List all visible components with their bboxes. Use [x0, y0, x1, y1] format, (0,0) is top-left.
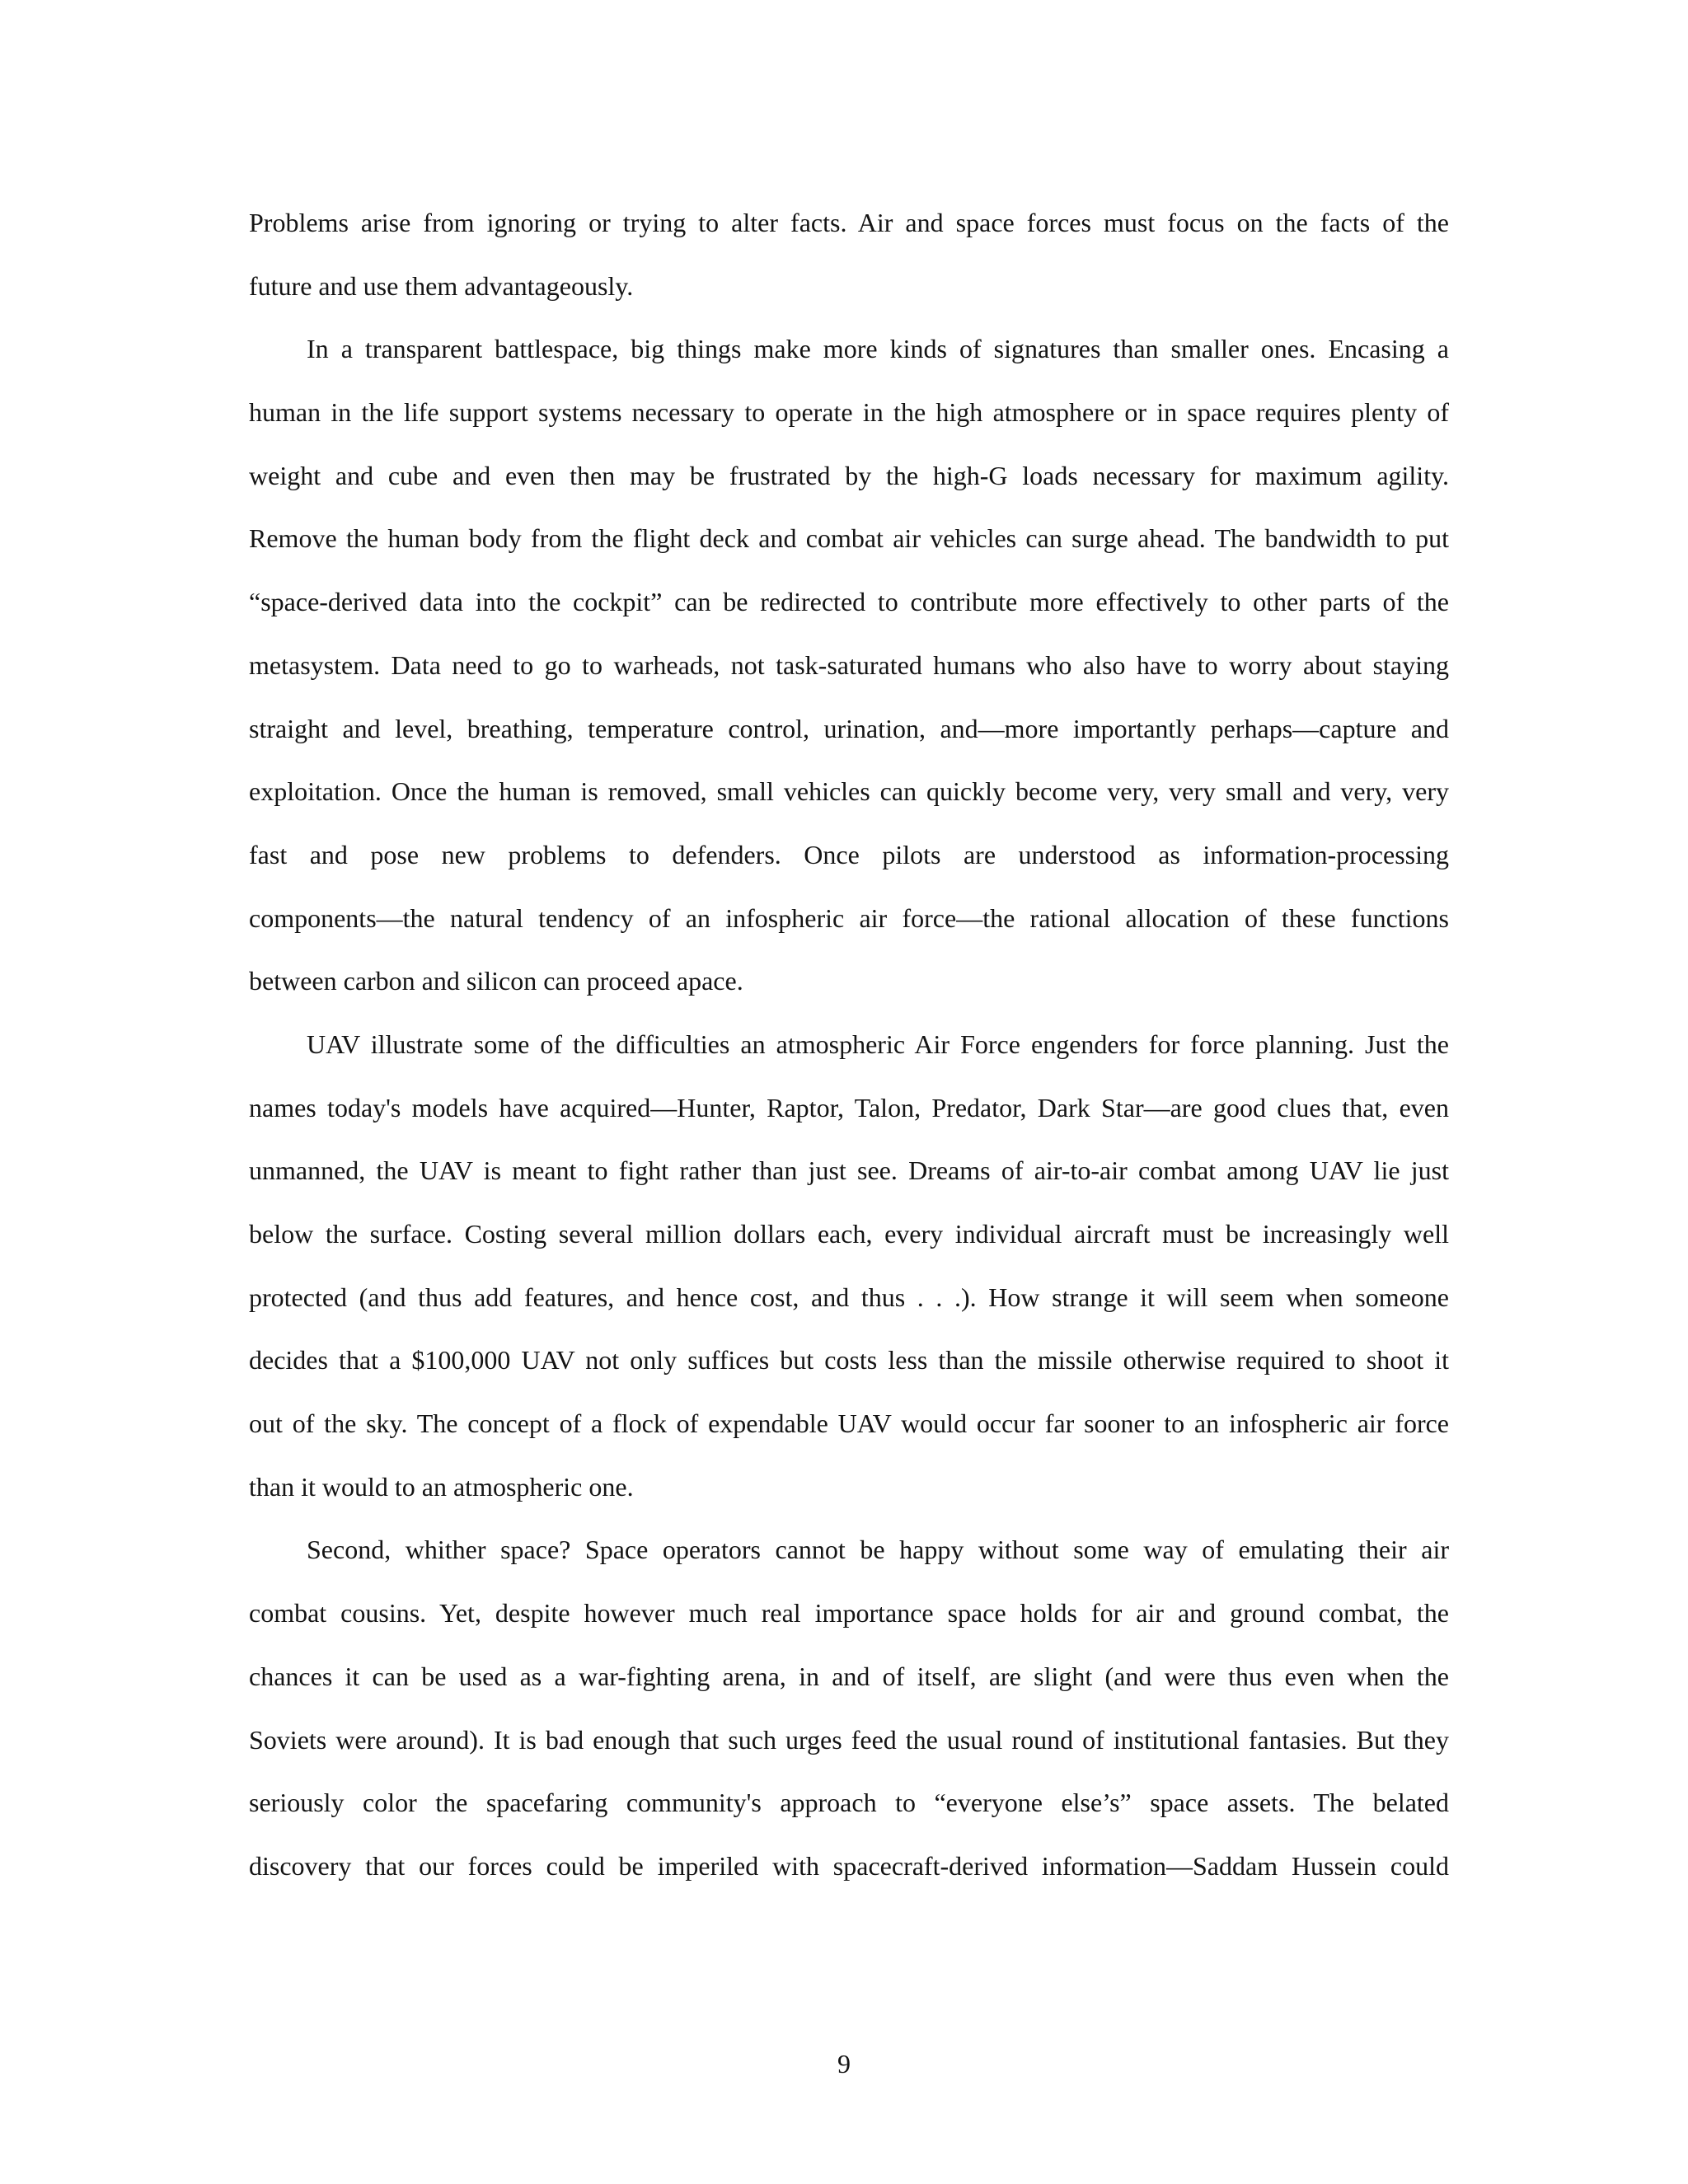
text-line: weight and cube and even then may be frustrated by the high-G loads necessary for maximum agility.: [249, 460, 1449, 490]
text-line: In a transparent battlespace, big things make more kinds of signatures than smaller ones. Encasing a: [307, 334, 1449, 364]
text-line: out of the sky. The concept of a flock of expendable UAV would occur far sooner to an infospheric air force: [249, 1408, 1449, 1439]
text-line: decides that a $100,000 UAV not only suffices but costs less than the missile otherwise required to shoot it: [249, 1345, 1449, 1376]
text-line: components—the natural tendency of an infospheric air force—the rational allocation of these functions: [249, 902, 1449, 933]
text-line: combat cousins. Yet, despite however much real importance space holds for air and ground combat, the: [249, 1598, 1449, 1629]
text-line: “space-derived data into the cockpit” can be redirected to contribute more effectively to other parts of the: [249, 587, 1449, 617]
text-line: than it would to an atmospheric one.: [249, 1471, 634, 1502]
text-line: future and use them advantageously.: [249, 270, 634, 301]
text-line: between carbon and silicon can proceed apace.: [249, 966, 743, 996]
text-line: Second, whither space? Space operators cannot be happy without some way of emulating their air: [307, 1535, 1449, 1565]
text-line: below the surface. Costing several million dollars each, every individual aircraft must be increasingly well: [249, 1219, 1449, 1249]
text-line: discovery that our forces could be imperiled with spacecraft-derived information—Saddam Hussein could: [249, 1850, 1449, 1881]
text-line: straight and level, breathing, temperature control, urination, and—more importantly perhaps—capture and: [249, 713, 1449, 743]
text-line: Remove the human body from the flight deck and combat air vehicles can surge ahead. The bandwidth to put: [249, 523, 1449, 554]
text-line: Soviets were around). It is bad enough that such urges feed the usual round of institutional fantasies. But they: [249, 1724, 1449, 1755]
text-line: metasystem. Data need to go to warheads, not task-saturated humans who also have to worry about staying: [249, 649, 1449, 680]
text-line: Problems arise from ignoring or trying to alter facts. Air and space forces must focus on the facts of the: [249, 208, 1449, 237]
text-line: chances it can be used as a war-fighting arena, in and of itself, are slight (and were thus even when the: [249, 1661, 1449, 1691]
text-line: unmanned, the UAV is meant to fight rather than just see. Dreams of air-to-air combat among UAV lie just: [249, 1155, 1449, 1186]
body-text: [249, 191, 1449, 1898]
text-line: exploitation. Once the human is removed, small vehicles can quickly become very, very small and very, very: [249, 776, 1449, 807]
text-line: human in the life support systems necessary to operate in the high atmosphere or in space requires plenty of: [249, 397, 1449, 428]
page-number: 9: [837, 2049, 851, 2079]
text-line: UAV illustrate some of the difficulties an atmospheric Air Force engenders for force planning. Just the: [307, 1029, 1449, 1059]
text-line: protected (and thus add features, and hence cost, and thus . . .). How strange it will seem when someone: [249, 1282, 1449, 1312]
text-line: seriously color the spacefaring community's approach to “everyone else’s” space assets. The belated: [249, 1788, 1449, 1818]
text-line: fast and pose new problems to defenders. Once pilots are understood as information-processing: [249, 839, 1449, 869]
text-line: names today's models have acquired—Hunter, Raptor, Talon, Predator, Dark Star—are good clues that, even: [249, 1092, 1449, 1122]
